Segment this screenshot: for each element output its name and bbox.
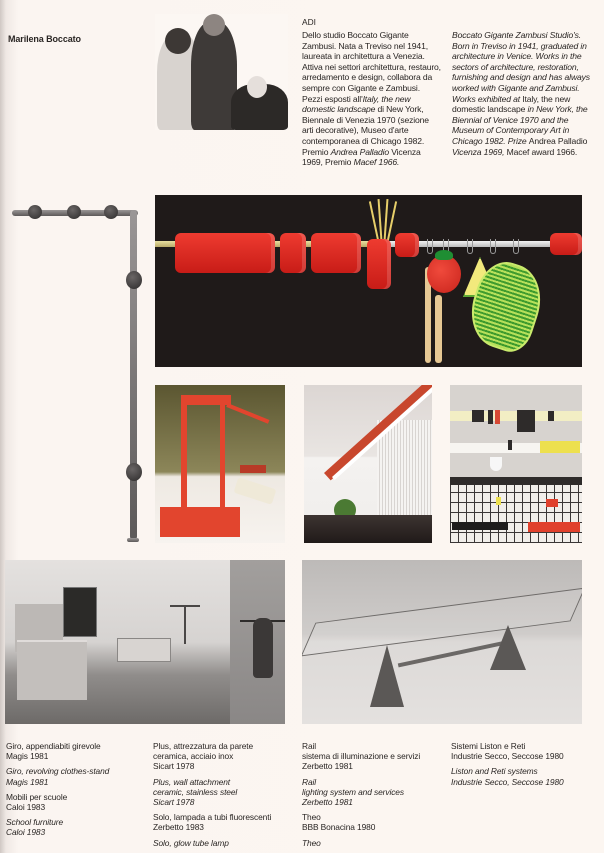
caption-line: BBB Bonacina 1980: [302, 822, 376, 833]
solo-lamp-photo: [155, 385, 285, 543]
school-furniture-photo: [5, 560, 285, 724]
caption-line: Zerbetto 1981: [302, 761, 353, 772]
author-name: Marilena Boccato: [8, 34, 81, 44]
designers-portrait-photo: [155, 14, 288, 130]
caption-giro-en: [6, 766, 146, 786]
caption-column-3: [302, 741, 447, 853]
giro-coat-stand-photo: [0, 195, 150, 550]
caption-liston-it: [451, 741, 596, 761]
caption-line: Liston and Reti systems: [451, 766, 538, 777]
caption-plus-en: [153, 777, 298, 808]
caption-line: School furniture: [6, 817, 64, 828]
caption-column-4: [451, 741, 596, 792]
bio-it-prize: Andrea Palladio: [330, 146, 389, 157]
caption-line: sistema di illuminazione e servizi: [302, 751, 421, 762]
liston-reti-photo: [450, 385, 582, 543]
bio-it-text: di New York, Biennale di Venezia 1970 (sezione arti decorative), Museo d'arte contemporanea di Chicago 1982. Premio: [302, 104, 429, 157]
bio-english: [452, 30, 598, 157]
plus-wall-rail-photo: [155, 195, 582, 367]
rail-lighting-photo: [304, 385, 432, 543]
caption-column-1: [6, 741, 146, 843]
caption-line: Rail: [302, 741, 317, 751]
theo-table-photo: [302, 560, 582, 724]
bio-en-prize: Andrea Palladio: [528, 135, 588, 146]
bio-en-text: Boccato Gigante Zambusi Studio's. Born in Treviso in 1941, graduated in architecture in Venice. Works in the sectors of architecture, restoration, furnishing and design and has always worked with Gigante and Zambusi. Works exhibited at: [452, 30, 590, 104]
caption-line: Magis 1981: [6, 776, 49, 787]
caption-theo-en: [302, 838, 447, 848]
caption-line: Magis 1981: [6, 751, 49, 762]
bio-en-prize: Macef award 1966.: [506, 146, 578, 157]
bio-it-text: Vicenza 1969, Premio: [302, 146, 421, 168]
caption-giro-it: [6, 741, 146, 761]
caption-line: lighting system and services: [302, 786, 404, 797]
caption-line: Caloi 1983: [6, 827, 46, 838]
bio-it-exhibit: Italy, the new domestic landscape: [302, 93, 411, 115]
caption-line: Industrie Secco, Seccose 1980: [451, 776, 564, 787]
caption-line: ceramic, stainless steel: [153, 786, 238, 797]
caption-solo-it: [153, 812, 298, 832]
caption-line: Sicart 1978: [153, 761, 195, 772]
caption-line: Zerbetto 1983: [153, 822, 204, 833]
organization-label: ADI: [302, 17, 316, 27]
caption-line: Sistemi Liston e Reti: [451, 741, 526, 751]
caption-column-2: [153, 741, 298, 853]
caption-line: Theo: [302, 812, 321, 823]
caption-line: Plus, attrezzatura da parete: [153, 741, 254, 751]
bio-en-text: in New York, the Biennial of Venice 1970 and the Museum of Contemporary Art in Chicago 1982. Prize: [452, 104, 588, 146]
caption-line: Caloi 1983: [6, 802, 46, 813]
caption-line: Mobili per scuole: [6, 791, 68, 802]
caption-line: Plus, wall attachment: [153, 776, 231, 787]
caption-liston-en: [451, 766, 596, 786]
caption-line: ceramica, acciaio inox: [153, 751, 234, 762]
caption-line: Zerbetto 1981: [302, 797, 353, 808]
caption-line: Industrie Secco, Seccose 1980: [451, 751, 564, 762]
caption-solo-en: [153, 838, 298, 848]
caption-line: Theo: [302, 837, 321, 848]
caption-rail-en: [302, 777, 447, 808]
caption-line: Giro, appendiabiti girevole: [6, 741, 101, 751]
bio-it-prize: Macef 1966.: [353, 157, 400, 168]
caption-line: Sicart 1978: [153, 797, 195, 808]
caption-school-en: [6, 817, 146, 837]
caption-theo-it: [302, 812, 447, 832]
caption-plus-it: [153, 741, 298, 772]
bio-en-exhibit: Italy, the new domestic landscape: [452, 93, 571, 115]
bio-en-text: Vicenza 1969,: [452, 146, 507, 157]
caption-line: Rail: [302, 776, 317, 787]
caption-line: Solo, glow tube lamp: [153, 837, 229, 848]
caption-line: Solo, lampada a tubi fluorescenti: [153, 812, 272, 823]
caption-line: Giro, revolving clothes-stand: [6, 766, 110, 777]
bio-it-text: Dello studio Boccato Gigante Zambusi. Nata a Treviso nel 1941, laureata in architettura a Venezia. Attiva nei settori architettura, restauro, arredamento e design, collabora da sempre con Gigante e Zambusi. Pezzi esposti all': [302, 30, 441, 104]
bio-italian: [302, 30, 442, 168]
caption-rail-it: [302, 741, 447, 772]
caption-school-it: [6, 792, 146, 812]
